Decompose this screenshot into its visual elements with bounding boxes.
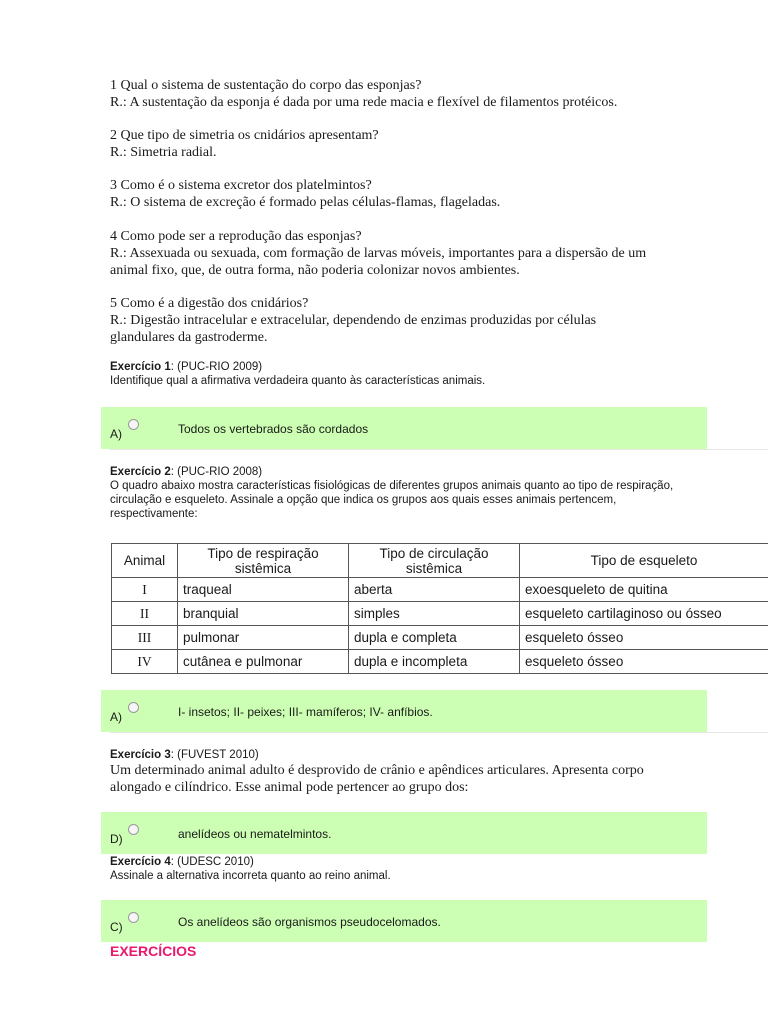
table-row: [112, 602, 768, 626]
table-cell: simples: [349, 602, 520, 626]
option-text: Todos os vertebrados são cordados: [178, 422, 369, 436]
exercise-4: [110, 855, 710, 883]
table-cell: pulmonar: [178, 626, 349, 650]
table-header: Tipo de esqueleto: [520, 544, 768, 578]
exercise-3: [110, 748, 690, 796]
question-text: 5 Como é a digestão dos cnidários?: [110, 296, 309, 311]
exercise-title: Exercício 1: (PUC-RIO 2009): [110, 361, 263, 373]
option-letter: A): [110, 427, 122, 441]
table-cell: dupla e incompleta: [349, 650, 520, 674]
table-cell: III: [112, 626, 178, 650]
option-letter: D): [110, 832, 123, 846]
table-cell: traqueal: [178, 578, 349, 602]
option-letter: C): [110, 920, 123, 934]
question-1: [110, 77, 760, 111]
characteristics-table: [111, 543, 768, 674]
table-cell: esqueleto ósseo: [520, 626, 768, 650]
exercise-title: Exercício 3: (FUVEST 2010): [110, 749, 259, 761]
table-cell: dupla e completa: [349, 626, 520, 650]
table-row: [112, 626, 768, 650]
table-row: [112, 650, 768, 674]
table-header: Animal: [112, 544, 178, 578]
exercise-statement: Um determinado animal adulto é desprovido de crânio e apêndices articulares. Apresenta corpo alongado e cilíndrico. Esse animal pode pertencer ao grupo dos:: [110, 763, 644, 795]
table-cell: IV: [112, 650, 178, 674]
exercise-2: [110, 465, 695, 521]
answer-option-ex2[interactable]: [101, 690, 707, 732]
table-cell: II: [112, 602, 178, 626]
option-text: Os anelídeos são organismos pseudocelomados.: [178, 915, 441, 929]
question-text: 1 Qual o sistema de sustentação do corpo das esponjas?: [110, 78, 422, 93]
question-3: [110, 177, 760, 211]
answer-text: R.: Simetria radial.: [110, 145, 217, 160]
radio-button[interactable]: [128, 912, 139, 923]
option-letter: A): [110, 710, 122, 724]
question-text: 3 Como é o sistema excretor dos platelmintos?: [110, 178, 372, 193]
divider: [110, 732, 768, 733]
exercise-1: [110, 360, 710, 388]
exercise-statement: O quadro abaixo mostra características fisiológicas de diferentes grupos animais quanto ao tipo de respiração, circulação e esqueleto. Assinale a opção que indica os grupos aos quais esses animais pertencem, respectivamente:: [110, 480, 674, 520]
question-4: [110, 228, 655, 279]
answer-option-ex4[interactable]: [101, 900, 707, 942]
exercise-title: Exercício 4: (UDESC 2010): [110, 856, 254, 868]
option-text: anelídeos ou nematelmintos.: [178, 827, 332, 841]
radio-button[interactable]: [128, 702, 139, 713]
radio-button[interactable]: [128, 419, 139, 430]
exercise-statement: Assinale a alternativa incorreta quanto ao reino animal.: [110, 870, 391, 882]
question-2: [110, 127, 760, 161]
exercise-statement: Identifique qual a afirmativa verdadeira quanto às características animais.: [110, 375, 486, 387]
answer-option-ex3[interactable]: [101, 812, 707, 854]
question-text: 2 Que tipo de simetria os cnidários apresentam?: [110, 128, 379, 143]
answer-text: R.: Digestão intracelular e extracelular, dependendo de enzimas produzidas por células glandulares da gastroderme.: [110, 313, 597, 345]
option-text: I- insetos; II- peixes; III- mamíferos; IV- anfíbios.: [178, 705, 433, 719]
table-cell: cutânea e pulmonar: [178, 650, 349, 674]
radio-button[interactable]: [128, 824, 139, 835]
table-cell: aberta: [349, 578, 520, 602]
table-cell: esqueleto ósseo: [520, 650, 768, 674]
table-cell: esqueleto cartilaginoso ou ósseo: [520, 602, 768, 626]
exercise-title: Exercício 2: (PUC-RIO 2008): [110, 466, 263, 478]
divider: [110, 449, 768, 450]
answer-text: R.: A sustentação da esponja é dada por uma rede macia e flexível de filamentos protéicos.: [110, 95, 618, 110]
table-header: Tipo de respiração sistêmica: [178, 544, 349, 578]
table-cell: exoesqueleto de quitina: [520, 578, 768, 602]
table-cell: I: [112, 578, 178, 602]
table-row: [112, 578, 768, 602]
section-heading: EXERCÍCIOS: [110, 943, 197, 959]
answer-text: R.: O sistema de excreção é formado pelas células-flamas, flageladas.: [110, 195, 501, 210]
table-cell: branquial: [178, 602, 349, 626]
answer-text: R.: Assexuada ou sexuada, com formação de larvas móveis, importantes para a dispersão de um animal fixo, que, de outra forma, não poderia colonizar novos ambientes.: [110, 246, 647, 278]
question-text: 4 Como pode ser a reprodução das esponjas?: [110, 229, 362, 244]
question-5: [110, 295, 655, 346]
answer-option-ex1[interactable]: [101, 407, 707, 449]
table-header-row: [112, 544, 768, 578]
table-header: Tipo de circulação sistêmica: [349, 544, 520, 578]
